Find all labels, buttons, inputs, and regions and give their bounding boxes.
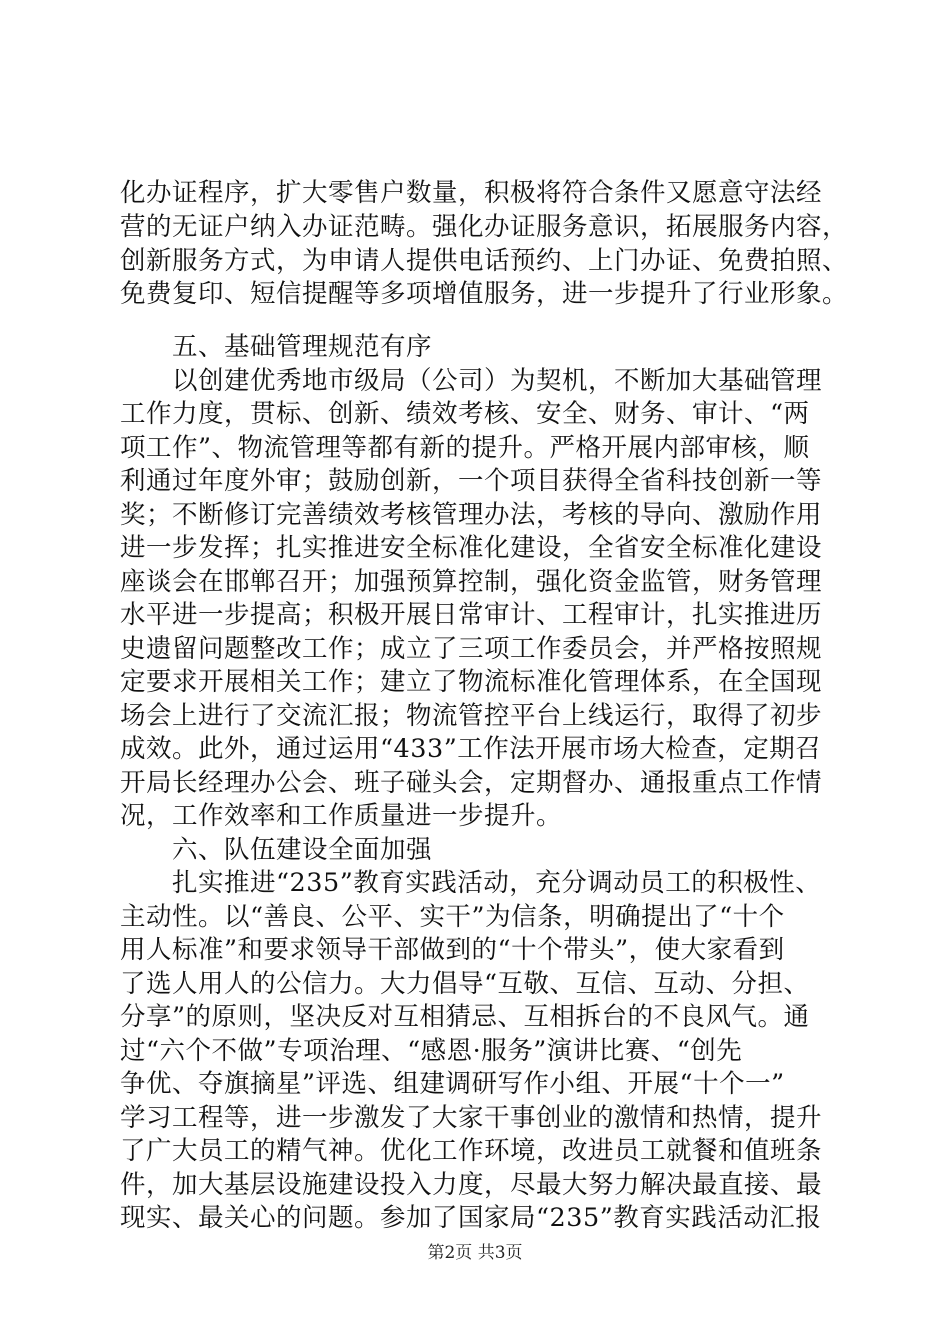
paragraph-line: 件，加大基层设施建设投入力度，尽最大努力解决最直接、最 [120,1170,823,1200]
paragraph-line: 定要求开展相关工作；建立了物流标准化管理体系，在全国现 [120,667,823,697]
paragraph-line: 水平进一步提高；积极开展日常审计、工程审计，扎实推进历 [120,600,823,630]
paragraph-line: 史遗留问题整改工作；成立了三项工作委员会，并严格按照规 [120,634,823,664]
paragraph-line: 了选人用人的公信力。大力倡导“互敬、互信、互动、分担、 [120,969,810,999]
paragraph-line: 现实、最关心的问题。参加了国家局“235”教育实践活动汇报 [120,1203,822,1233]
paragraph-line: 主动性。以“善良、公平、实干”为信条，明确提出了“十个 [120,902,785,932]
paragraph-line: 用人标准”和要求领导干部做到的“十个带头”，使大家看到 [120,935,785,965]
page-number-footer: 第2页 共3页 [427,1243,523,1263]
paragraph-line: 利通过年度外审；鼓励创新，一个项目获得全省科技创新一等 [120,466,823,496]
paragraph-line: 扎实推进“235”教育实践活动，充分调动员工的积极性、 [172,868,822,898]
paragraph-line: 争优、夺旗摘星”评选、组建调研写作小组、开展“十个一” [120,1069,785,1099]
paragraph-line: 进一步发挥；扎实推进安全标准化建设，全省安全标准化建设 [120,533,823,563]
paragraph-line: 学习工程等，进一步激发了大家干事创业的激情和热情，提升 [120,1103,823,1133]
paragraph-line: 开局长经理办公会、班子碰头会，定期督办、通报重点工作情 [120,768,823,798]
paragraph-line: 奖；不断修订完善绩效考核管理办法，考核的导向、激励作用 [120,500,823,530]
section-heading-6: 六、队伍建设全面加强 [172,835,433,865]
paragraph-line: 场会上进行了交流汇报；物流管控平台上线运行，取得了初步 [120,701,823,731]
paragraph-line: 化办证程序，扩大零售户数量，积极将符合条件又愿意守法经 [120,178,823,208]
section-heading-5: 五、基础管理规范有序 [172,332,433,362]
paragraph-line: 分享”的原则，坚决反对互相猜忌、互相拆台的不良风气。通 [120,1002,810,1032]
paragraph-line: 免费复印、短信提醒等多项增值服务，进一步提升了行业形象。 [120,279,849,309]
paragraph-line: 工作力度，贯标、创新、绩效考核、安全、财务、审计、“两 [120,399,810,429]
paragraph-line: 成效。此外，通过运用“433”工作法开展市场大检查，定期召 [120,734,822,764]
paragraph-line: 项工作”、物流管理等都有新的提升。严格开展内部审核，顺 [120,433,810,463]
paragraph-line: 况，工作效率和工作质量进一步提升。 [120,801,563,831]
paragraph-line: 以创建优秀地市级局（公司）为契机，不断加大基础管理 [172,366,823,396]
paragraph-line: 座谈会在邯郸召开；加强预算控制，强化资金监管，财务管理 [120,567,823,597]
paragraph-line: 了广大员工的精气神。优化工作环境，改进员工就餐和值班条 [120,1136,823,1166]
paragraph-line: 营的无证户纳入办证范畴。强化办证服务意识，拓展服务内容， [120,212,849,242]
paragraph-line: 创新服务方式，为申请人提供电话预约、上门办证、免费拍照、 [120,246,849,276]
paragraph-line: 过“六个不做”专项治理、“感恩·服务”演讲比赛、“创先 [120,1036,743,1066]
